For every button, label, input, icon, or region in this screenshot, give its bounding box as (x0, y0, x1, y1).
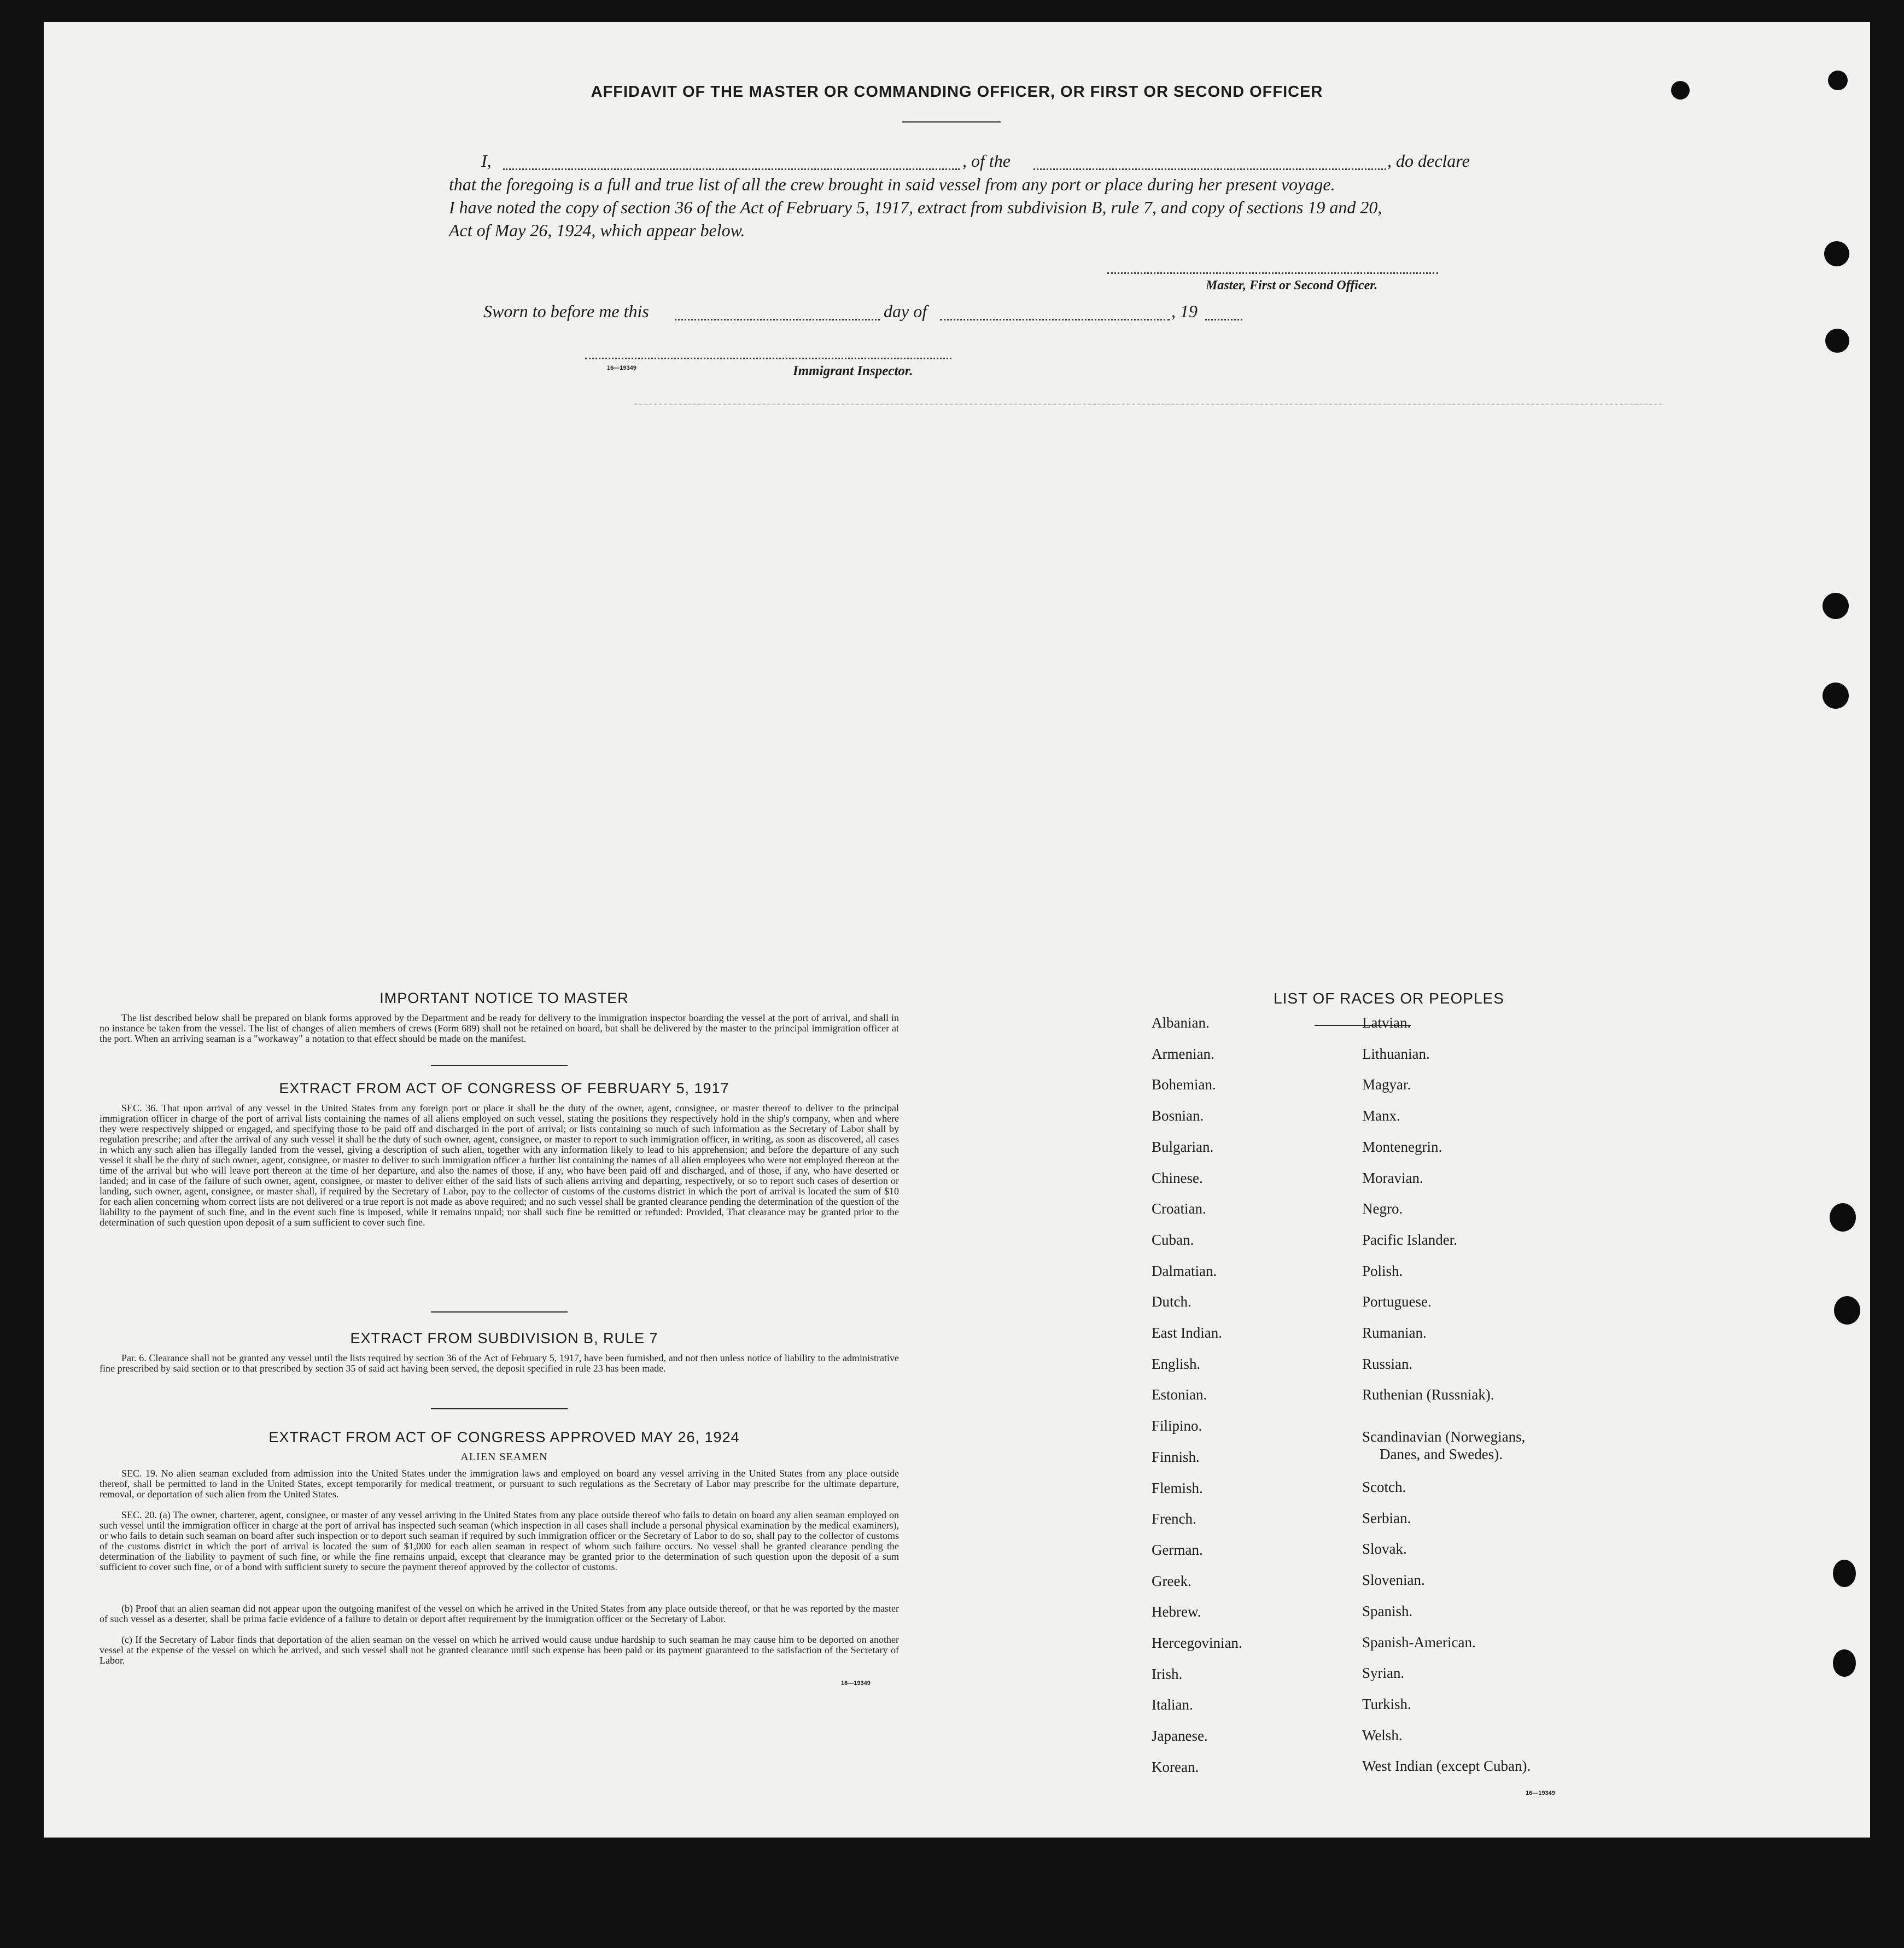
race-right-item: Latvian. (1362, 1014, 1411, 1031)
race-right-item: West Indian (except Cuban). (1362, 1758, 1531, 1775)
race-left-item: Filipino. (1152, 1418, 1202, 1434)
race-left-item: Finnish. (1152, 1448, 1200, 1465)
affidavit-line-3: I have noted the copy of section 36 of the Act of February 5, 1917, extract from subdivision B, rule 7, and copy of sections 19 and 20, (449, 197, 1382, 217)
races-left-column (1152, 1007, 1242, 1783)
race-right-item: Ruthenian (Russniak). (1362, 1386, 1494, 1403)
sworn-text: Sworn to before me this (483, 301, 649, 321)
affidavit-form-number: 16—19349 (607, 365, 636, 371)
race-left-item: Flemish. (1152, 1479, 1203, 1496)
race-left-item: Korean. (1152, 1758, 1199, 1775)
race-right-item: Magyar. (1362, 1076, 1411, 1093)
punch-hole (1830, 1203, 1856, 1232)
race-right-item: Welsh. (1362, 1727, 1403, 1743)
punch-hole (1834, 1296, 1860, 1325)
extract-1917-title: EXTRACT FROM ACT OF CONGRESS OF FEBRUARY 5, 1917 (279, 1080, 729, 1097)
race-left-item: French. (1152, 1510, 1196, 1527)
faint-dashes (634, 404, 1662, 405)
race-right-item: Negro. (1362, 1200, 1403, 1217)
sworn-line (483, 301, 1304, 329)
notice-title: IMPORTANT NOTICE TO MASTER (379, 990, 629, 1006)
race-left-item: Estonian. (1152, 1386, 1207, 1403)
race-left-item: Croatian. (1152, 1200, 1206, 1217)
extract-1924-title: EXTRACT FROM ACT OF CONGRESS APPROVED MAY 26, 1924 (268, 1429, 740, 1445)
race-right-item: Slovenian. (1362, 1572, 1425, 1589)
race-right-item: Rumanian. (1362, 1325, 1427, 1342)
of-the-text: , of the (962, 151, 1011, 171)
race-left-item: Dalmatian. (1152, 1262, 1217, 1279)
affidavit-line-4: Act of May 26, 1924, which appear below. (449, 220, 745, 240)
race-left-item: Bohemian. (1152, 1076, 1216, 1093)
race-left-item: Hercegovinian. (1152, 1635, 1242, 1652)
rule-7-body: Par. 6. Clearance shall not be granted any vessel until the lists required by section 36 of the Act of February 5, 1917, have been furnished, and not then unless notice of liability to the administrative fine prescribed by said section or to that prescribed by section 35 of said act having been served, the deposit specified in rule 23 has been made. (100, 1353, 899, 1374)
title-divider (902, 121, 1001, 123)
race-right-item: Syrian. (1362, 1665, 1405, 1682)
day-of-text: day of (884, 301, 927, 321)
race-right-item: Manx. (1362, 1107, 1400, 1124)
race-right-item: Portuguese. (1362, 1293, 1432, 1310)
inspector-label: Immigrant Inspector. (793, 364, 913, 378)
race-left-item: Cuban. (1152, 1231, 1194, 1248)
alien-seamen-subtitle: ALIEN SEAMEN (460, 1451, 548, 1463)
race-left-item: Albanian. (1152, 1014, 1210, 1031)
sec-20a-body: SEC. 20. (a) The owner, charterer, agent, consignee, or master of any vessel arriving in the United States from any place outside thereof who fails to detain on board any alien seaman employed on such vessel until the immigration officer in charge at the port of arrival has inspected such seaman (which inspection in all cases shall include a personal physical examination by the medical examiners), or who fails to detain such seaman on board after such inspection or to deport such seaman if required by such immigration officer or the Secretary of Labor to do so, shall pay to the collector of customs of the customs district in which the port of arrival is located the sum of $1,000 for each alien seaman in respect of whom such failure occurs. No vessel shall be granted clearance pending the determination of the liability to payment of such fine, or while the fine remains unpaid, except that clearance may be granted prior to the determination of such question upon the deposit of a sum sufficient to cover such fine, or of a bond with sufficient surety to secure the payment thereof approved by the collector of customs. (100, 1510, 899, 1572)
race-scandinavian-line-2: Danes, and Swedes). (1380, 1446, 1503, 1462)
race-left-item: Bulgarian. (1152, 1138, 1214, 1155)
race-right-item: Scotch. (1362, 1479, 1406, 1495)
declarant-i: I, (481, 151, 492, 171)
declarant-name-field[interactable] (503, 168, 960, 170)
race-left-item: Greek. (1152, 1572, 1192, 1589)
race-left-item: Bosnian. (1152, 1107, 1204, 1124)
race-left-item: Italian. (1152, 1696, 1193, 1713)
punch-hole (1825, 329, 1849, 353)
inspector-signature-field[interactable] (585, 358, 951, 359)
race-right-item: Montenegrin. (1362, 1138, 1442, 1155)
punch-hole (1828, 71, 1848, 90)
races-right-column-b (1362, 1472, 1531, 1782)
race-right-item: Pacific Islander. (1362, 1231, 1457, 1248)
race-right-item: Lithuanian. (1362, 1045, 1430, 1062)
master-signature-label: Master, First or Second Officer. (1206, 278, 1378, 293)
race-left-item: German. (1152, 1541, 1203, 1558)
divider-2 (431, 1311, 568, 1313)
master-signature-field[interactable] (1107, 272, 1438, 274)
divider-1 (431, 1065, 568, 1066)
sec-20c-body: (c) If the Secretary of Labor finds that deportation of the alien seaman on the vessel on which he arrived would cause undue hardship to such seaman he may cause him to be deported on another vessel at the expense of the vessel on which he arrived, and such vessel shall not be granted clearance until such expense has been paid or its payment guaranteed to the satisfaction of the Secretary of Labor. (100, 1635, 899, 1666)
race-left-item: Japanese. (1152, 1728, 1208, 1745)
sworn-day-field[interactable] (675, 319, 880, 320)
sworn-month-field[interactable] (940, 319, 1170, 320)
extract-1917-body: SEC. 36. That upon arrival of any vessel in the United States from any foreign port or place it shall be the duty of the owner, agent, consignee, or master thereof to deliver to the principal immigration officer in charge of the port of arrival lists containing the names of all aliens employed on such vessel, stating the positions they respectively hold in the ship's company, when and where they were respectively shipped or engaged, and specifying those to be paid off and discharged in the port of arrival; or lists containing so much of such information as the Secretary of Labor shall by regulation prescribe; and after the arrival of any such vessel it shall be the duty of such owner, agent, consignee, or master to report to such immigration officer, in writing, as soon as discovered, all cases in which any such alien has illegally landed from the vessel, giving a description of such alien, together with any information likely to lead to his apprehension; and before the departure of any such vessel it shall be the duty of such owner, agent, consignee, or master to deliver to such immigration officer a further list containing the names of all alien employees who were not employed thereon at the time of the arrival but who will leave port thereon at the time of her departure, and also the names of those, if any, who have been paid off and discharged, and of those, if any, who have deserted or landed; and in case of the failure of such owner, agent, consignee, or master to deliver either of the said lists of such aliens arriving and departing, respectively, or so to report such cases of desertion or landing, such owner, agent, consignee, or master shall, if required by the Secretary of Labor, pay to the collector of customs of the customs district in which the port of arrival is located the sum of $10 for each alien concerning whom correct lists are not delivered or a true report is not made as above required; and no such vessel shall be granted clearance pending the determination of the question of the liability to the payment of such fine, and in the event such fine is imposed, while it remains unpaid; nor shall such fine be remitted or refunded: Provided, That clearance may be granted prior to the determination of such question upon deposit of a sum sufficient to cover such fine. (100, 1103, 899, 1228)
race-left-item: East Indian. (1152, 1325, 1222, 1342)
race-right-item: Spanish. (1362, 1602, 1413, 1619)
vessel-name-field[interactable] (1033, 168, 1386, 170)
extract-form-number: 16—19349 (841, 1680, 871, 1687)
affidavit-line-2: that the foregoing is a full and true list of all the crew brought in said vessel from any port or place during her present voyage. (449, 174, 1335, 194)
punch-hole (1833, 1649, 1856, 1677)
notice-body: The list described below shall be prepared on blank forms approved by the Department and be ready for delivery to the immigration inspector boarding the vessel at the port of arrival, and shall in no instance be taken from the vessel. The list of changes of alien members of crews (Form 689) shall not be retained on board, but shall be delivered by the master to the principal immigration officer at the port. When an arriving seaman is a "workaway" a notation to that effect should be made on the manifest. (100, 1013, 899, 1044)
punch-hole (1823, 683, 1849, 709)
affidavit-title: AFFIDAVIT OF THE MASTER OR COMMANDING OFFICER, OR FIRST OR SECOND OFFICER (591, 83, 1323, 101)
sec-20b-body: (b) Proof that an alien seaman did not appear upon the outgoing manifest of the vessel on which he arrived in the United States from any place outside thereof, or that he was reported by the master of such vessel as a deserter, shall be prima facie evidence of a failure to detain or deport after requirement by the immigration officer or the Secretary of Labor. (100, 1603, 899, 1624)
sworn-year-field[interactable] (1205, 319, 1242, 320)
race-right-item: Serbian. (1362, 1509, 1411, 1526)
punch-hole (1824, 241, 1849, 266)
year-text: , 19 (1171, 301, 1198, 321)
race-left-item: Chinese. (1152, 1169, 1203, 1186)
sec-19-body: SEC. 19. No alien seaman excluded from admission into the United States under the immigration laws and employed on board any vessel arriving in the United States from any place outside thereof, shall be permitted to land in the United States, except temporarily for medical treatment, or pursuant to such regulations as the Secretary of Labor may prescribe for the ultimate departure, removal, or deportation of such alien from the United States. (100, 1468, 899, 1500)
race-right-item: Spanish-American. (1362, 1634, 1476, 1650)
races-title: LIST OF RACES OR PEOPLES (1274, 990, 1504, 1007)
do-declare-text: , do declare (1387, 151, 1470, 171)
race-scandinavian-line-1: Scandinavian (Norwegians, (1362, 1428, 1526, 1445)
race-right-item: Polish. (1362, 1262, 1403, 1279)
race-left-item: Hebrew. (1152, 1603, 1201, 1620)
race-right-item: Turkish. (1362, 1695, 1411, 1712)
race-right-item: Moravian. (1362, 1169, 1423, 1186)
races-form-number: 16—19349 (1526, 1790, 1555, 1797)
rule-7-title: EXTRACT FROM SUBDIVISION B, RULE 7 (350, 1330, 658, 1346)
race-left-item: Dutch. (1152, 1293, 1192, 1310)
race-right-item: Russian. (1362, 1355, 1413, 1372)
document-page (44, 22, 1870, 1838)
punch-hole (1671, 81, 1690, 100)
punch-hole (1823, 593, 1849, 619)
race-right-item: Slovak. (1362, 1541, 1407, 1558)
race-left-item: English. (1152, 1355, 1201, 1372)
race-left-item: Irish. (1152, 1665, 1183, 1682)
races-right-column-a (1362, 1007, 1494, 1410)
divider-3 (431, 1408, 568, 1409)
race-left-item: Armenian. (1152, 1045, 1214, 1062)
punch-hole (1833, 1560, 1856, 1587)
race-scandinavian (1362, 1428, 1525, 1463)
